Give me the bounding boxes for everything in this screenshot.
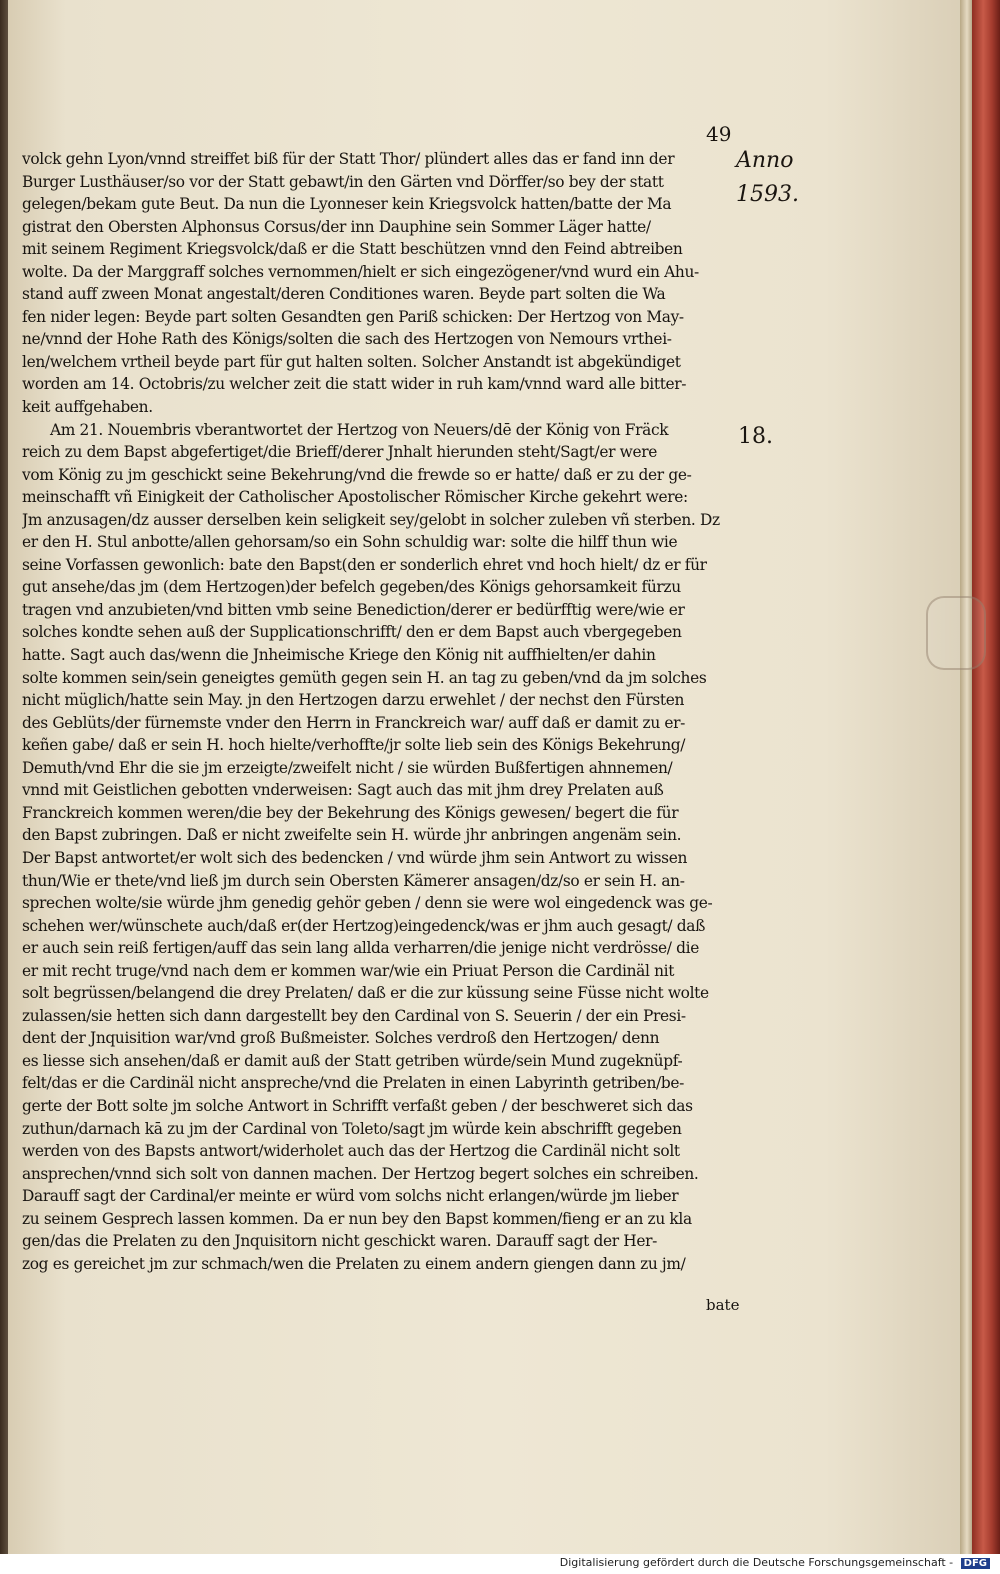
- margin-note-year: [736, 144, 816, 212]
- text-line: zog es gereichet jm zur schmach/wen die Prelaten zu einem andern giengen dann zu jm/: [22, 1254, 686, 1273]
- text-line: Burger Lusthäuser/so vor der Statt gebawt/in den Gärten vnd Dörffer/so bey der statt: [22, 172, 664, 191]
- text-line: wolte. Da der Marggraff solches vernommen/hielt er sich eingezögener/vnd wurd ein Ahu-: [22, 262, 699, 281]
- text-line: er den H. Stul anbotte/allen gehorsam/so ein Sohn schuldig war: solte die hilff thun wie: [22, 533, 678, 552]
- page-clip: [926, 596, 986, 670]
- text-line: solt begrüssen/belangend die drey Prelaten/ daß er die zur küssung seine Füsse nicht wolte: [22, 984, 709, 1003]
- text-line: keñen gabe/ daß er sein H. hoch hielte/verhoffte/jr solte lieb sein des Königs Bekehrung/: [22, 736, 686, 755]
- text-line: Am 21. Nouembris vberantwortet der Hertzog von Neuers/dē der König von Fräck: [50, 420, 669, 439]
- text-line: meinschafft vñ Einigkeit der Catholischer Apostolischer Römischer Kirche gekehrt were:: [22, 488, 688, 507]
- body-text: [22, 148, 734, 1275]
- text-line: es liesse sich ansehen/daß er damit auß der Statt getriben würde/sein Mund zugeknüpf-: [22, 1051, 683, 1070]
- text-line: ansprechen/vnnd sich solt von dannen machen. Der Hertzog begert solches ein schreiben.: [22, 1164, 699, 1183]
- text-line: nicht müglich/hatte sein May. jn den Hertzogen darzu erwehlet / der nechst den Fürsten: [22, 691, 685, 710]
- footer-credit: [560, 1556, 990, 1569]
- book-binding-red: [972, 0, 1000, 1554]
- text-line: den Bapst zubringen. Daß er nicht zweifelte sein H. würde jhr anbringen angenäm sein.: [22, 826, 682, 845]
- text-line: zuthun/darnach kā zu jm der Cardinal von Toleto/sagt jm würde kein abschrifft gegeben: [22, 1119, 682, 1138]
- text-line: volck gehn Lyon/vnnd streiffet biß für der Statt Thor/ plündert alles das er fand inn der: [22, 150, 675, 168]
- text-line: vnnd mit Geistlichen gebotten vnderweisen: Sagt auch das mit jhm drey Prelaten auß: [22, 781, 664, 800]
- paragraph-2: [22, 419, 734, 1276]
- text-line: des Geblüts/der fürnemste vnder den Herrn in Franckreich war/ auff daß er damit zu er-: [22, 713, 686, 732]
- text-line: Franckreich kommen weren/die bey der Bekehrung des Königs gewesen/ begert die für: [22, 803, 679, 822]
- text-line: thun/Wie er thete/vnd ließ jm durch sein Obersten Kämerer ansagen/dz/so er sein H. an-: [22, 871, 685, 890]
- text-line: stand auff zween Monat angestalt/deren Conditiones waren. Beyde part solten die Wa: [22, 285, 666, 304]
- text-line: fen nider legen: Beyde part solten Gesandten gen Pariß schicken: Der Hertzog von May-: [22, 307, 684, 326]
- text-line: reich zu dem Bapst abgefertiget/die Brieff/derer Jnhalt hierunden steht/Sagt/er were: [22, 443, 657, 462]
- margin-note-anno: Anno: [736, 148, 794, 173]
- text-line: Der Bapst antwortet/er wolt sich des bedencken / vnd würde jhm sein Antwort zu wissen: [22, 848, 688, 867]
- text-line: gerte der Bott solte jm solche Antwort in Schrifft verfaßt geben / der beschweret sich das: [22, 1096, 693, 1115]
- text-line: mit seinem Regiment Kriegsvolck/daß er die Statt beschützen vnnd den Feind abtreiben: [22, 240, 683, 259]
- text-line: er mit recht truge/vnd nach dem er kommen war/wie ein Priuat Person die Cardinäl nit: [22, 961, 675, 980]
- margin-note-number: 18.: [738, 424, 773, 449]
- text-line: sprechen wolte/sie würde jhm genedig gehör geben / denn sie were wol eingedenck was ge-: [22, 894, 713, 913]
- text-line: len/welchem vrtheil beyde part für gut halten solten. Solcher Anstandt ist abgekündiget: [22, 352, 681, 371]
- text-line: solte kommen sein/sein geneigtes gemüth gegen sein H. an tag zu geben/vnd da jm solches: [22, 668, 707, 687]
- text-line: gelegen/bekam gute Beut. Da nun die Lyonneser kein Kriegsvolck hatten/batte der Ma: [22, 195, 672, 214]
- margin-note-1593: 1593.: [736, 182, 799, 207]
- dfg-logo: DFG: [961, 1558, 990, 1569]
- text-line: worden am 14. Octobris/zu welcher zeit die statt wider in ruh kam/vnnd ward alle bitter-: [22, 375, 687, 394]
- catchword: bate: [706, 1296, 740, 1314]
- text-line: zulassen/sie hetten sich dann dargestellt bey den Cardinal von S. Seuerin / der ein Presi-: [22, 1006, 686, 1025]
- text-line: solches kondte sehen auß der Supplicationschrifft/ den er dem Bapst auch vbergegeben: [22, 623, 682, 642]
- text-line: vom König zu jm geschickt seine Bekehrung/vnd die frewde so er hatte/ daß er zu der ge-: [22, 465, 692, 484]
- text-line: hatte. Sagt auch das/wenn die Jnheimische Kriege den König nit auffhielten/er dahin: [22, 646, 656, 665]
- text-line: keit auffgehaben.: [22, 398, 153, 417]
- text-line: gut ansehe/das jm (dem Hertzogen)der befelch gegeben/des Königs gehorsamkeit fürzu: [22, 578, 681, 597]
- text-line: Demuth/vnd Ehr die sie jm erzeigte/zweifelt nicht / sie würden Bußfertigen ahnnemen/: [22, 758, 673, 777]
- text-line: gistrat den Obersten Alphonsus Corsus/der inn Dauphine sein Sommer Läger hatte/: [22, 217, 651, 236]
- text-line: schehen wer/wünschete auch/daß er(der Hertzog)eingedenck/was er jhm auch gesagt/ daß: [22, 916, 706, 935]
- text-line: zu seinem Gesprech lassen kommen. Da er nun bey den Bapst kommen/fieng er an zu kla: [22, 1209, 692, 1228]
- text-line: dent der Jnquisition war/vnd groß Bußmeister. Solches verdroß den Hertzogen/ denn: [22, 1029, 660, 1048]
- text-line: Jm anzusagen/dz ausser derselben kein seligkeit sey/gelobt in solcher zuleben vñ sterben. Dz: [22, 510, 720, 529]
- text-line: werden von des Bapsts antwort/widerholet auch das der Hertzog die Cardinäl nicht solt: [22, 1142, 680, 1161]
- text-line: ne/vnnd der Hohe Rath des Königs/solten die sach des Hertzogen von Nemours vrthei-: [22, 330, 672, 349]
- page-number: 49: [706, 122, 732, 146]
- text-line: seine Vorfassen gewonlich: bate den Bapst(den er sonderlich ehret vnd hoch hielt/ dz er für: [22, 555, 707, 574]
- text-line: felt/das er die Cardinäl nicht anspreche/vnd die Prelaten in einen Labyrinth getriben/be-: [22, 1074, 684, 1093]
- text-line: gen/das die Prelaten zu den Jnquisitorn nicht geschickt waren. Darauff sagt der Her-: [22, 1232, 657, 1251]
- footer-credit-text: Digitalisierung gefördert durch die Deutsche Forschungsgemeinschaft -: [559, 1556, 954, 1569]
- text-line: tragen vnd anzubieten/vnd bitten vmb seine Benediction/derer er bedürfftig were/wie er: [22, 600, 685, 619]
- text-line: Darauff sagt der Cardinal/er meinte er würd vom solchs nicht erlangen/würde jm lieber: [22, 1187, 679, 1206]
- paragraph-1: [22, 148, 734, 419]
- text-line: er auch sein reiß fertigen/auff das sein lang allda verharren/die jenige nicht verdrösse/ die: [22, 939, 700, 958]
